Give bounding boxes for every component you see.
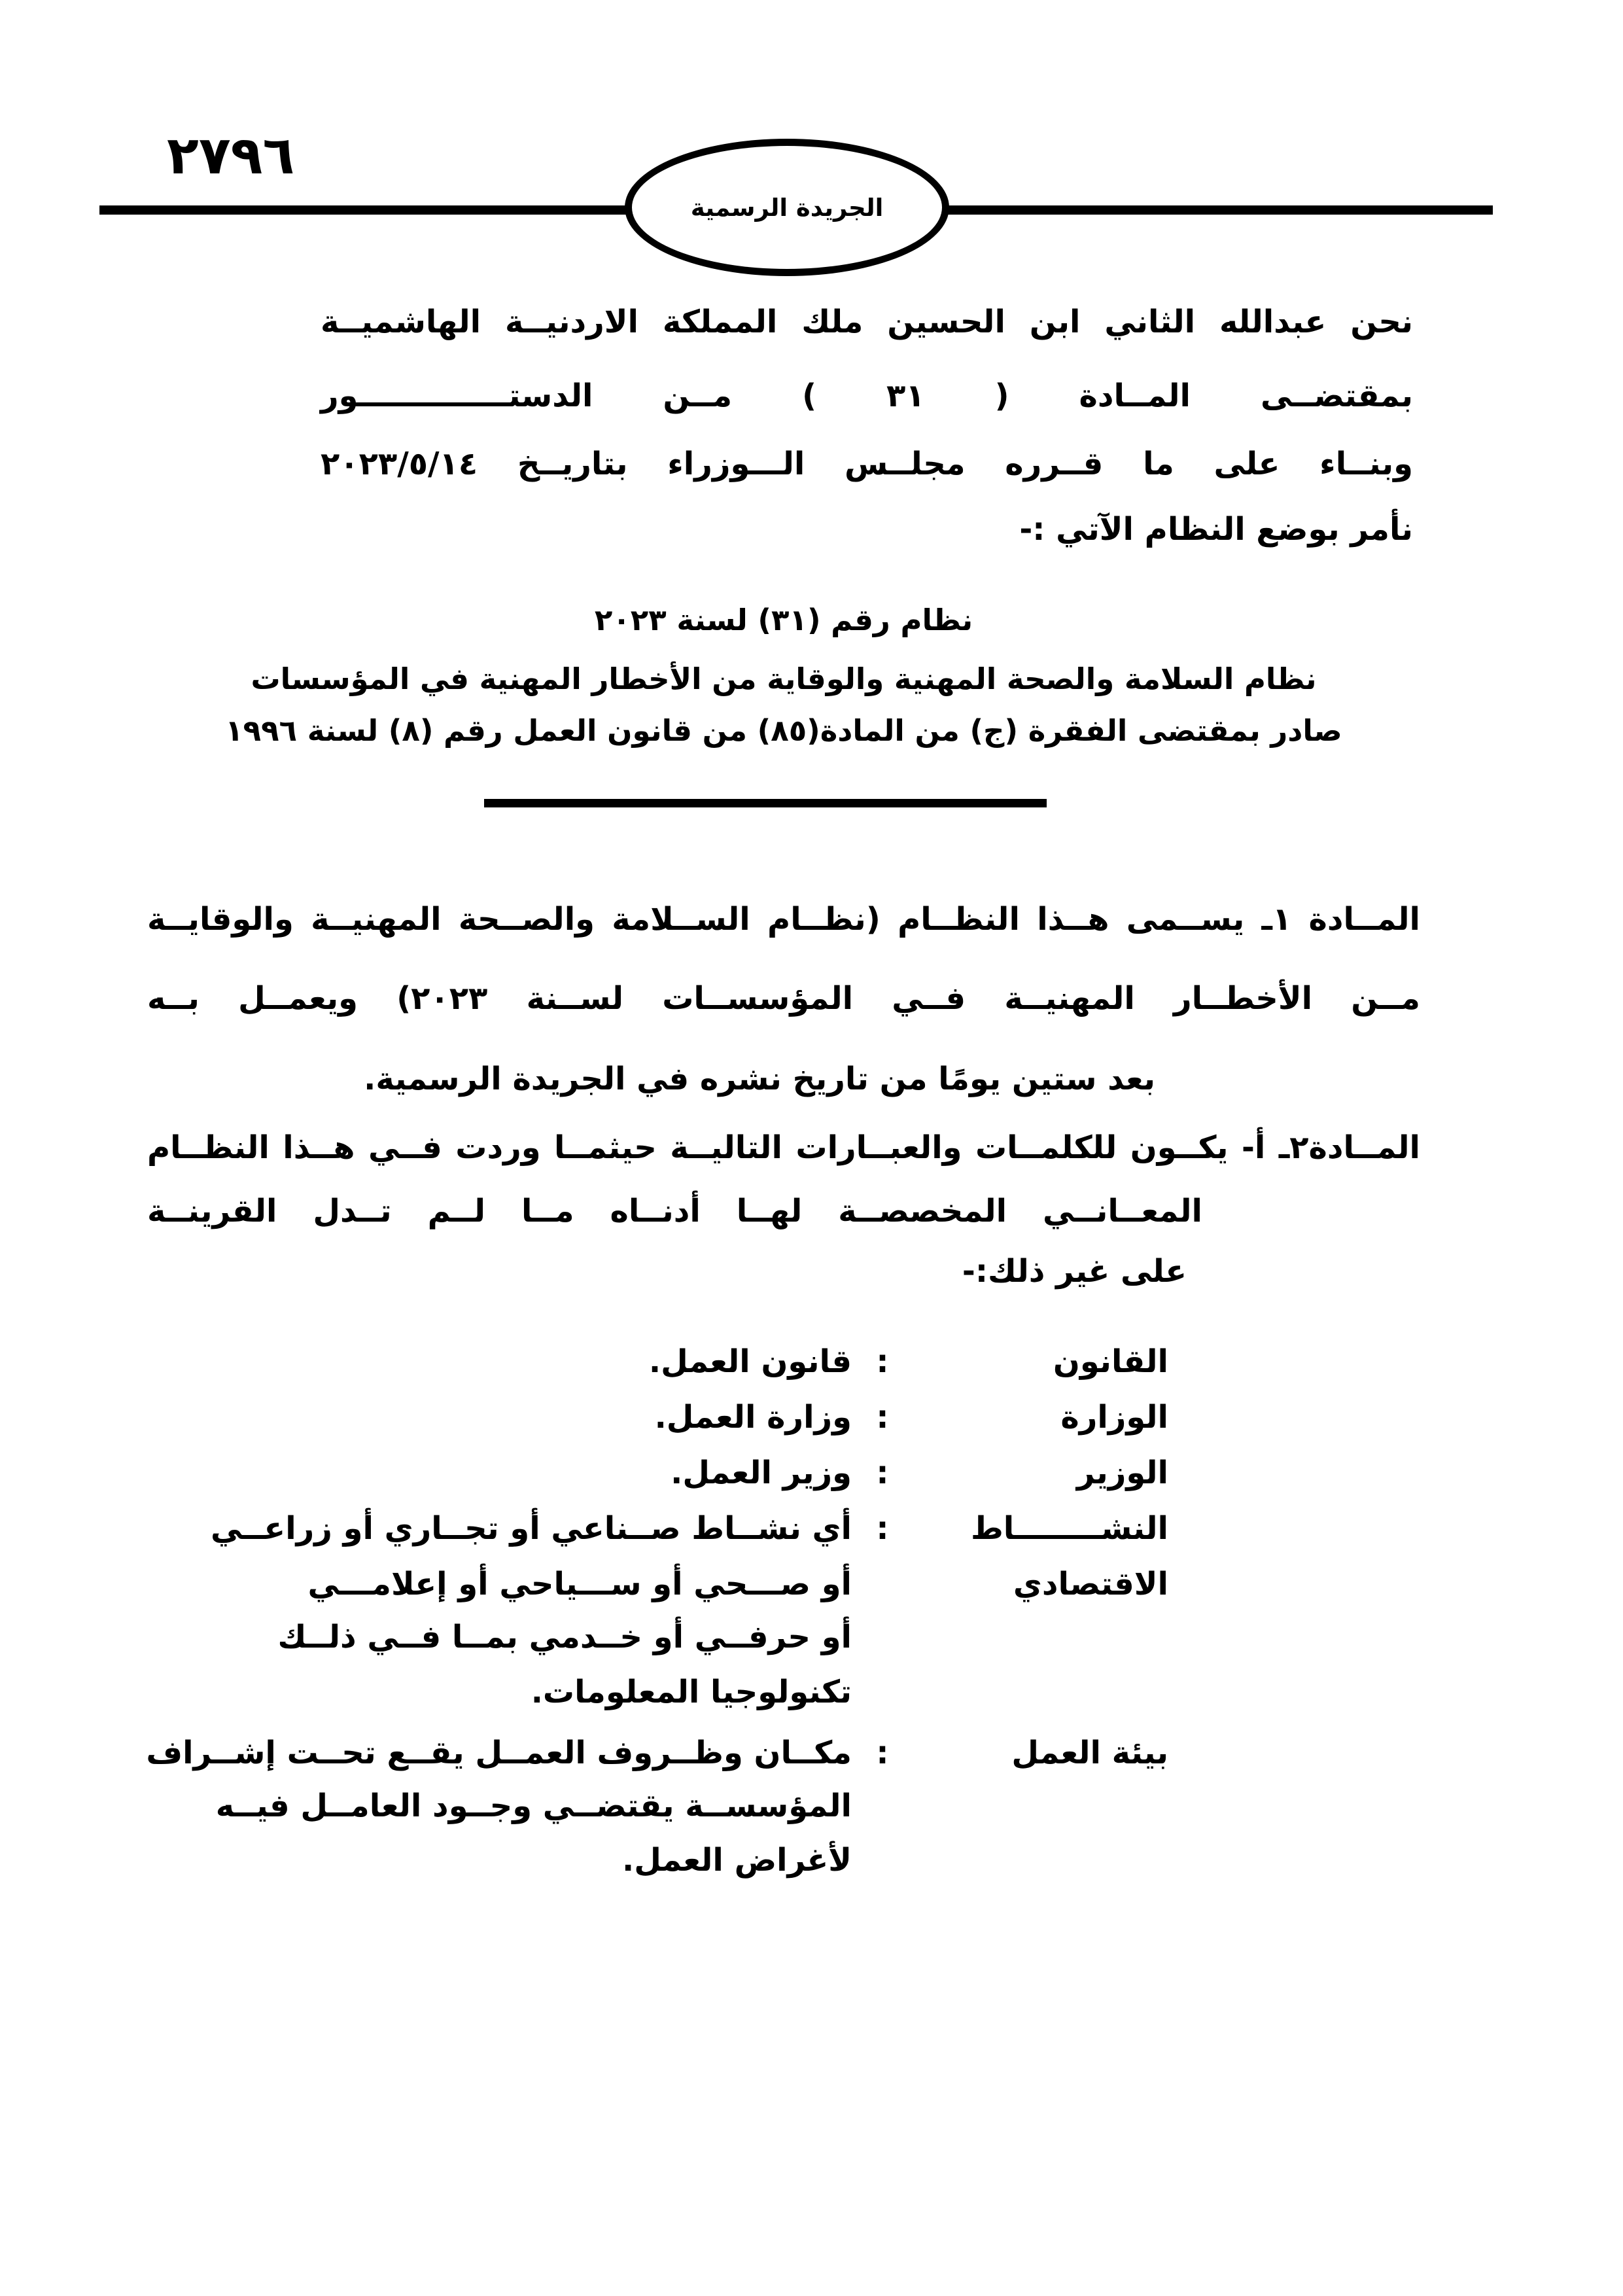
title-divider-rule <box>484 799 1047 807</box>
definition-separator: : <box>876 1735 889 1771</box>
definition-separator: : <box>876 1343 889 1380</box>
definition-text: وزارة العمل. <box>654 1399 852 1436</box>
regulation-basis-title: صادر بمقتضى الفقرة (ج) من المادة(٨٥) من قانون العمل رقم (٨) لسنة ١٩٩٦ <box>225 713 1342 748</box>
definition-text: أو صـــحي أو ســـياحي أو إعلامـــي <box>307 1566 852 1602</box>
definition-term: القانون <box>1053 1343 1168 1380</box>
preamble-line-4: نأمر بوضع النظام الآتي :- <box>1019 511 1413 548</box>
definition-text: قانون العمل. <box>648 1343 852 1380</box>
definition-text: مكــان وظــروف العمــل يقــع تحــت إشــراف <box>146 1735 852 1771</box>
definition-separator: : <box>876 1510 889 1547</box>
definition-text: أي نشــاط صــناعي أو تجــاري أو زراعــي <box>211 1510 852 1547</box>
definition-text: المؤسســة يقتضــي وجــود العامــل فيــه <box>215 1788 852 1824</box>
definition-text: وزير العمل. <box>671 1455 852 1491</box>
article-1-line-2: مــن الأخطــار المهنيــة فــي المؤسســات لســنة ٢٠٢٣) ويعمــل بــه <box>147 980 1421 1017</box>
definition-separator: : <box>876 1399 889 1436</box>
definition-separator: : <box>876 1455 889 1491</box>
article-2-line-2: المعــانــي المخصصــة لهــا أدنــاه مــا لــم تــدل القرينــة <box>147 1193 1202 1229</box>
definition-term: بيئة العمل <box>1011 1735 1168 1771</box>
definition-text: تكنولوجيا المعلومات. <box>531 1674 852 1710</box>
definition-term: النشــــــــاط <box>970 1510 1168 1547</box>
definition-term: الوزير <box>1076 1455 1168 1491</box>
definition-term: الاقتصادي <box>1013 1566 1168 1602</box>
page-number: ٢٧٩٦ <box>167 125 295 186</box>
gazette-seal-label: الجريدة الرسمية <box>690 193 884 222</box>
article-1-line-3: بعد ستين يومًا من تاريخ نشره في الجريدة الرسمية. <box>364 1061 1155 1097</box>
regulation-number-title: نظام رقم (٣١) لسنة ٢٠٢٣ <box>594 603 973 637</box>
regulation-name-title: نظام السلامة والصحة المهنية والوقاية من الأخطار المهنية في المؤسسات <box>251 662 1317 696</box>
definition-text: لأغراض العمل. <box>622 1842 852 1879</box>
definition-text: أو حرفــي أو خــدمي بمــا فــي ذلــك <box>277 1619 852 1655</box>
article-2-line-1: المــادة٢ـ أ- يكــون للكلمــات والعبــارات التاليــة حيثمــا وردت فــي هــذا النظــام <box>147 1129 1420 1166</box>
article-2-line-3: على غير ذلك:- <box>962 1253 1187 1290</box>
preamble-line-3: وبنــاء على ما قــرره مجلــس الـــوزراء بتاريــخ ٢٠٢٣/٥/١٤ <box>321 446 1413 482</box>
preamble-line-2: بمقتضــى المــادة ( ٣١ ) مــن الدستــــــــــــــور <box>321 378 1413 414</box>
preamble-line-1: نحن عبدالله الثاني ابن الحسين ملك المملكة الاردنيــة الهاشميــة <box>321 304 1413 340</box>
definition-term: الوزارة <box>1060 1399 1168 1436</box>
article-1-line-1: المــادة ١ـ يســمى هــذا النظــام (نظــام الســلامة والصــحة المهنيــة والوقايــة <box>147 901 1421 938</box>
gazette-seal <box>625 139 949 276</box>
